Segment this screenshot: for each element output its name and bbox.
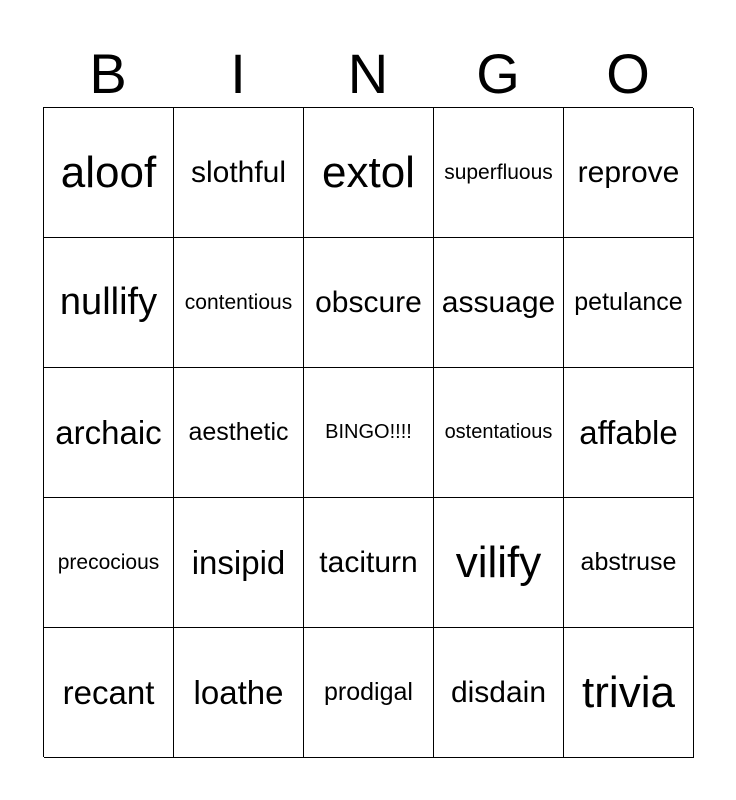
bingo-cell[interactable]: reprove xyxy=(564,108,694,238)
bingo-cell[interactable]: affable xyxy=(564,368,694,498)
bingo-cell[interactable]: nullify xyxy=(44,238,174,368)
free-space-cell[interactable]: BINGO!!!! xyxy=(304,368,434,498)
bingo-board xyxy=(43,107,693,757)
bingo-cell[interactable]: assuage xyxy=(434,238,564,368)
bingo-cell[interactable]: disdain xyxy=(434,628,564,758)
header-letter-o: O xyxy=(606,42,650,105)
bingo-cell[interactable]: recant xyxy=(44,628,174,758)
bingo-cell[interactable]: abstruse xyxy=(564,498,694,628)
bingo-cell[interactable]: prodigal xyxy=(304,628,434,758)
bingo-cell[interactable]: petulance xyxy=(564,238,694,368)
bingo-cell[interactable]: vilify xyxy=(434,498,564,628)
header-letter-n: N xyxy=(347,42,389,105)
bingo-cell[interactable]: extol xyxy=(304,108,434,238)
bingo-cell[interactable]: contentious xyxy=(174,238,304,368)
bingo-cell[interactable]: precocious xyxy=(44,498,174,628)
bingo-cell[interactable]: loathe xyxy=(174,628,304,758)
bingo-cell[interactable]: superfluous xyxy=(434,108,564,238)
bingo-cell[interactable]: aesthetic xyxy=(174,368,304,498)
bingo-cell[interactable]: trivia xyxy=(564,628,694,758)
header-letter-b: B xyxy=(89,42,127,105)
header-letter-i: I xyxy=(230,42,246,105)
bingo-cell[interactable]: taciturn xyxy=(304,498,434,628)
bingo-cell[interactable]: insipid xyxy=(174,498,304,628)
header-letter-g: G xyxy=(476,42,520,105)
bingo-cell[interactable]: ostentatious xyxy=(434,368,564,498)
bingo-header xyxy=(43,40,693,108)
bingo-cell[interactable]: slothful xyxy=(174,108,304,238)
bingo-cell[interactable]: aloof xyxy=(44,108,174,238)
bingo-cell[interactable]: archaic xyxy=(44,368,174,498)
bingo-cell[interactable]: obscure xyxy=(304,238,434,368)
